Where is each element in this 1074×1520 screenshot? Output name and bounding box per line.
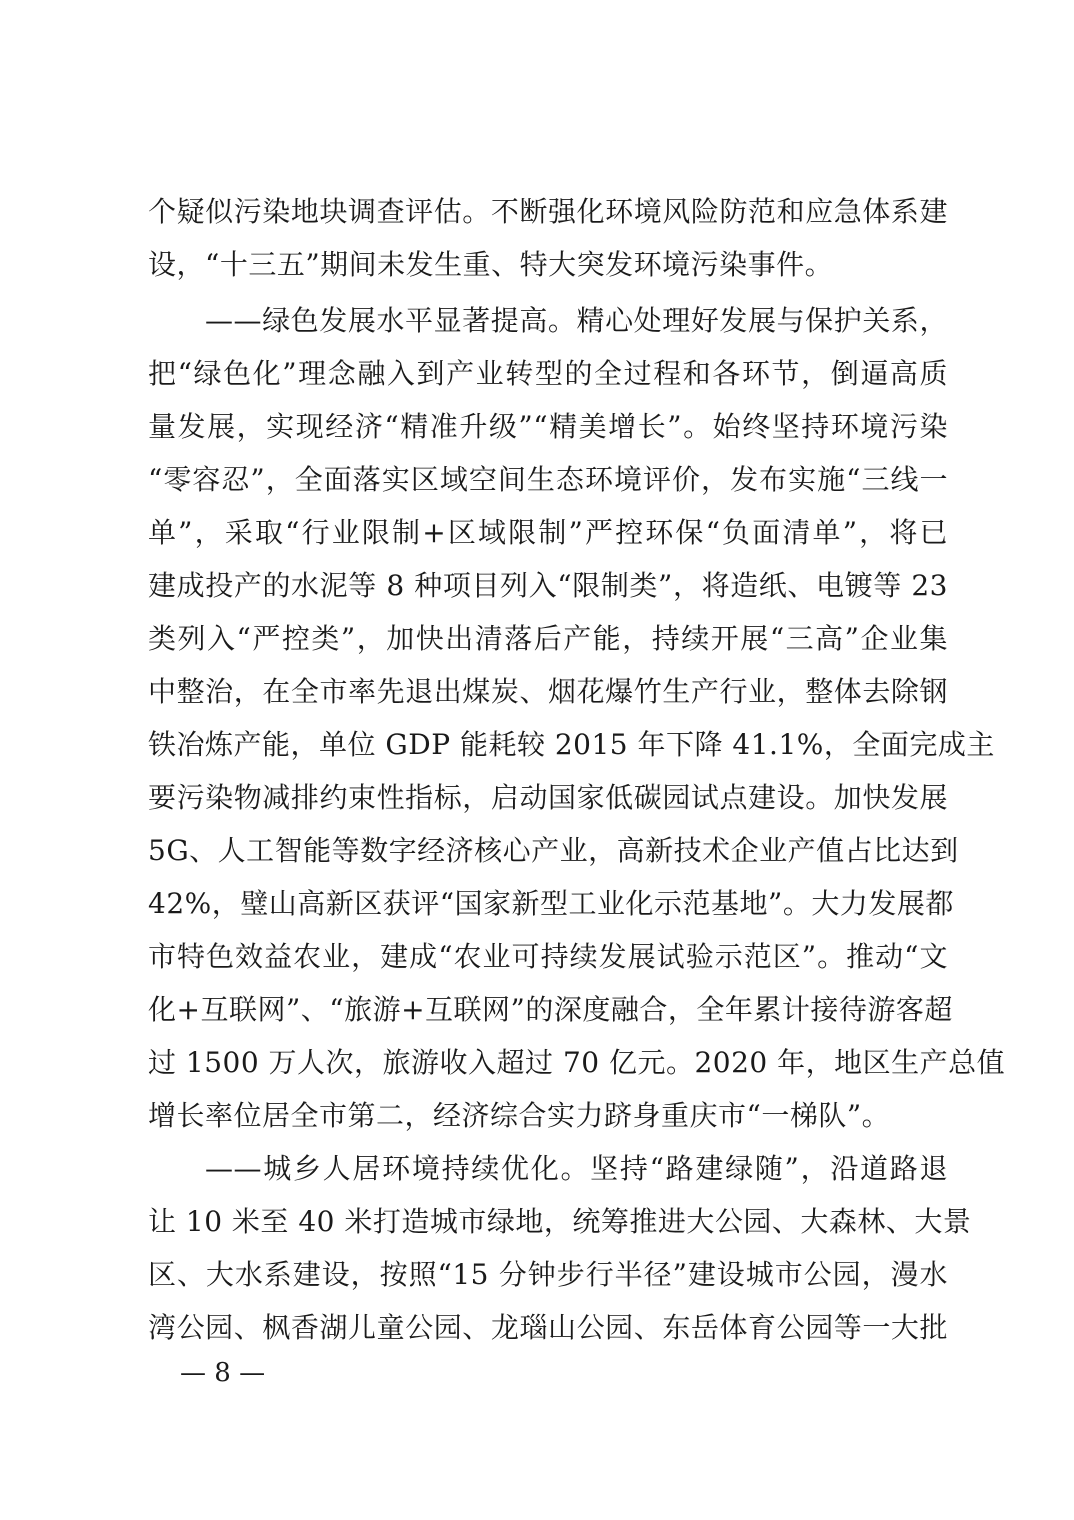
text-line-1: 个疑似污染地块调查评估。不断强化环境风险防范和应急体系建 <box>148 195 948 228</box>
text-line-9: 类列入“严控类”，加快出清落后产能，持续开展“三高”企业集 <box>148 622 948 655</box>
text-line-5: 量发展，实现经济“精准升级”“精美增长”。始终坚持环境污染 <box>148 410 948 443</box>
text-line-15: 市特色效益农业，建成“农业可持续发展试验示范区”。推动“文 <box>148 940 948 973</box>
text-line-22: 湾公园、枫香湖儿童公园、龙瑙山公园、东岳体育公园等一大批 <box>148 1311 948 1344</box>
text-line-17: 过 1500 万人次，旅游收入超过 70 亿元。2020 年，地区生产总值 <box>148 1046 1006 1079</box>
text-line-19: ——城乡人居环境持续优化。坚持“路建绿随”，沿道路退 <box>205 1152 948 1185</box>
text-line-4: 把“绿色化”理念融入到产业转型的全过程和各环节，倒逼高质 <box>148 357 948 390</box>
text-line-21: 区、大水系建设，按照“15 分钟步行半径”建设城市公园，漫水 <box>148 1258 948 1291</box>
text-line-7: 单”，采取“行业限制+区域限制”严控环保“负面清单”，将已 <box>148 516 948 549</box>
text-line-12: 要污染物减排约束性指标，启动国家低碳园试点建设。加快发展 <box>148 781 948 814</box>
text-line-3: ——绿色发展水平显著提高。精心处理好发展与保护关系， <box>205 304 948 337</box>
text-line-16: 化+互联网”、“旅游+互联网”的深度融合，全年累计接待游客超 <box>148 993 953 1026</box>
text-line-14: 42%，璧山高新区获评“国家新型工业化示范基地”。大力发展都 <box>148 887 954 920</box>
text-line-8: 建成投产的水泥等 8 种项目列入“限制类”，将造纸、电镀等 23 <box>148 569 948 602</box>
text-line-18: 增长率位居全市第二，经济综合实力跻身重庆市“一梯队”。 <box>148 1099 891 1132</box>
text-line-10: 中整治，在全市率先退出煤炭、烟花爆竹生产行业，整体去除钢 <box>148 675 948 708</box>
page-number: — 8 — <box>180 1358 266 1388</box>
text-line-2: 设，“十三五”期间未发生重、特大突发环境污染事件。 <box>148 248 834 281</box>
text-line-6: “零容忍”，全面落实区域空间生态环境评价，发布实施“三线一 <box>148 463 948 496</box>
text-line-20: 让 10 米至 40 米打造城市绿地，统筹推进大公园、大森林、大景 <box>148 1205 972 1238</box>
text-line-13: 5G、人工智能等数字经济核心产业，高新技术企业产值占比达到 <box>148 834 959 867</box>
text-line-11: 铁冶炼产能，单位 GDP 能耗较 2015 年下降 41.1%，全面完成主 <box>148 728 995 761</box>
